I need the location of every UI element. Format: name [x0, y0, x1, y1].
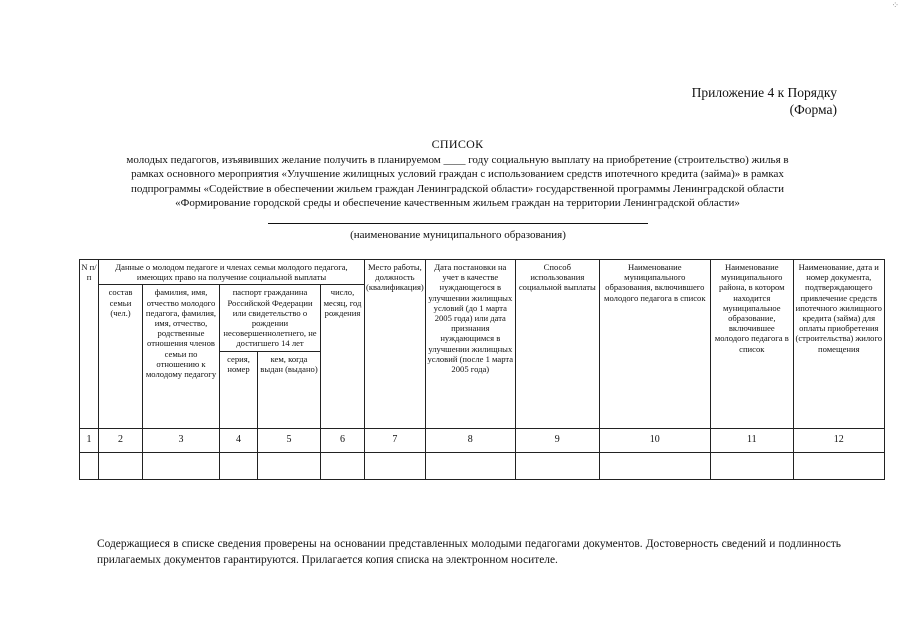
column-number-7: 7: [365, 428, 426, 452]
title-word: СПИСОК: [431, 137, 484, 151]
header-group: Данные о молодом педагоге и членах семьи молодого педагога, имеющих право на получение социальной выплаты: [99, 260, 365, 285]
footer-note: Содержащиеся в списке сведения проверены на основании представленных молодыми педагогами документов. Достоверность сведений и подлинность прилагаемых документов гарантируются. Прилагается копия списка на электронном носителе.: [97, 538, 841, 566]
table-cell: [80, 452, 99, 479]
column-number-8: 8: [425, 428, 515, 452]
title-line-2: рамках основного мероприятия «Улучшение жилищных условий граждан с использованием средств ипотечного кредита (займа)» в рамках: [131, 168, 784, 180]
column-number-4: 4: [220, 428, 258, 452]
appendix-line-1: Приложение 4 к Порядку: [691, 85, 837, 100]
appendix-line-2: (Форма): [789, 102, 837, 117]
table-cell: [710, 452, 793, 479]
header-document-name: Наименование, дата и номер документа, подтверждающего привлечение средств ипотечного жилищного кредита (займа) для оплаты приобретения (строительства) жилого помещения: [793, 260, 884, 429]
table-cell: [515, 452, 599, 479]
scan-mark-icon: ⁘: [891, 0, 899, 10]
column-number-2: 2: [99, 428, 143, 452]
document-title: [70, 137, 845, 211]
table-cell: [258, 452, 321, 479]
header-municipality-name: Наименование муниципального образования, включившего молодого педагога в список: [599, 260, 710, 429]
header-usage-method: Способ использования социальной выплаты: [515, 260, 599, 429]
column-number-10: 10: [599, 428, 710, 452]
column-number-9: 9: [515, 428, 599, 452]
table-cell: [99, 452, 143, 479]
table-cell: [599, 452, 710, 479]
header-district-name: Наименование муниципального района, в котором находится муниципальное образование, включившее молодого педагога в список: [710, 260, 793, 429]
title-line-1: молодых педагогов, изъявивших желание получить в планируемом ____ году социальную выплату на приобретение (строительство) жилья в: [126, 153, 789, 166]
header-family-size: состав семьи (чел.): [99, 285, 143, 428]
column-number-3: 3: [143, 428, 220, 452]
table-cell: [425, 452, 515, 479]
table-cell: [321, 452, 365, 479]
table-cell: [143, 452, 220, 479]
header-series-number: серия, номер: [220, 351, 258, 428]
table-row: [80, 452, 885, 479]
candidates-table: [79, 259, 885, 480]
municipality-blank-line: [268, 223, 648, 224]
column-number-5: 5: [258, 428, 321, 452]
title-line-4: «Формирование городской среды и обеспечение качественным жильем граждан на территории Ленинградской области»: [175, 197, 740, 209]
title-line-3: подпрограммы «Содействие в обеспечении жильем граждан Ленинградской области» государственной программы Ленинградской области: [131, 182, 784, 195]
column-number-11: 11: [710, 428, 793, 452]
table-cell: [365, 452, 426, 479]
column-number-6: 6: [321, 428, 365, 452]
column-number-1: 1: [80, 428, 99, 452]
table-cell: [793, 452, 884, 479]
header-workplace: Место работы, должность (квалификация): [365, 260, 426, 429]
municipality-caption: (наименование муниципального образования): [350, 229, 566, 241]
appendix-label: [692, 84, 837, 118]
header-fio: фамилия, имя, отчество молодого педагога, фамилия, имя, отчество, родственные отношения членов семьи по отношению к молодому педагогу: [143, 285, 220, 428]
header-n: N п/п: [80, 260, 99, 429]
header-birth-date: число, месяц, год рождения: [321, 285, 365, 428]
header-passport: паспорт гражданина Российской Федерации или свидетельство о рождении несовершеннолетнего, не достигшего 14 лет: [220, 285, 321, 351]
table-cell: [220, 452, 258, 479]
header-registration-date: Дата постановки на учет в качестве нуждающегося в улучшении жилищных условий (до 1 марта 2005 года) или дата признания нуждающимся в улучшении жилищных условий (после 1 марта 2005 года): [425, 260, 515, 429]
column-number-12: 12: [793, 428, 884, 452]
header-issued-by: кем, когда выдан (выдано): [258, 351, 321, 428]
